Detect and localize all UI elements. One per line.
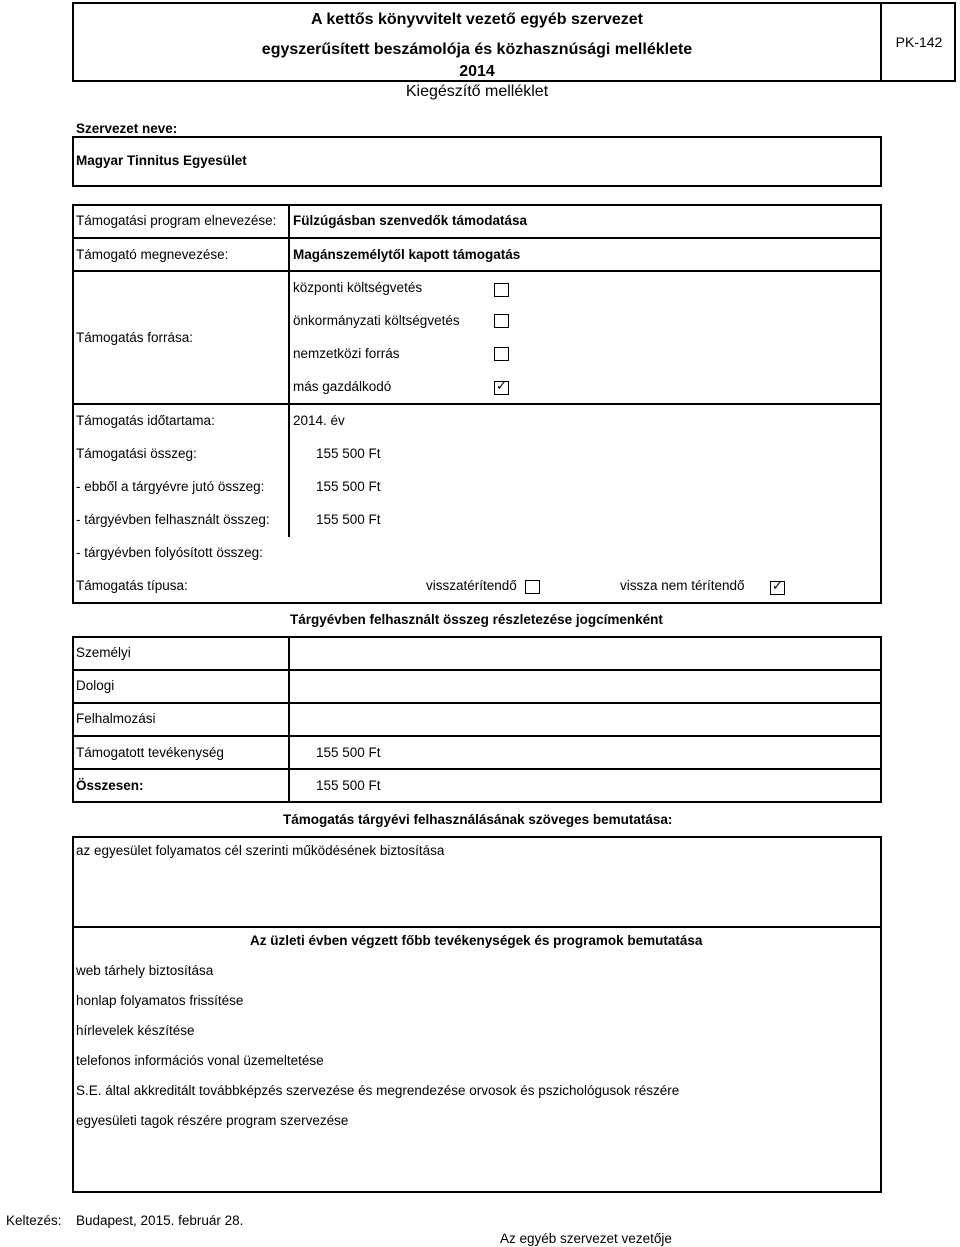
duration-value: 2014. év [293,413,345,428]
date-place-label: Keltezés: [6,1213,62,1228]
paid-amount-label: - tárgyévben folyósított összeg: [76,545,263,560]
support-row-line-1 [72,237,882,239]
activity-item: web tárhely biztosítása [76,963,214,978]
source-option-label: más gazdálkodó [293,379,392,394]
breakdown-row-line [72,735,882,737]
breakdown-row-line [72,702,882,704]
type-nonrefundable-checkbox[interactable] [770,578,785,595]
source-checkbox[interactable] [494,378,509,395]
check-mark-icon: ✓ [496,378,507,393]
breakdown-row-label: Dologi [76,678,115,693]
form-code: PK-142 [895,34,943,50]
header-title-line1: A kettős könyvvitelt vezető egyéb szervezet [311,11,643,28]
supporter-label: Támogató megnevezése: [76,247,229,262]
breakdown-row-label: Felhalmozási [76,711,156,726]
support-col-divider [288,204,290,537]
signature-label: Az egyéb szervezet vezetője [500,1231,672,1246]
header-subtitle: Kiegészítő melléklet [405,83,549,100]
used-amount-value: 155 500 Ft [316,512,381,527]
check-mark-icon: ✓ [772,578,783,593]
used-amount-label: - tárgyévben felhasznált összeg: [76,512,270,527]
activity-item: egyesületi tagok részére program szervezése [76,1113,349,1128]
support-type-label: Támogatás típusa: [76,578,188,593]
activities-title: Az üzleti évben végzett főbb tevékenységek és programok bemutatása [250,933,703,948]
type-nonrefundable-label: vissza nem térítendő [620,578,745,593]
amount-label: Támogatási összeg: [76,446,197,461]
breakdown-row-line [72,669,882,671]
activity-item: hírlevelek készítése [76,1023,195,1038]
breakdown-title: Tárgyévben felhasznált összeg részletezése jogcímenként [290,612,663,627]
activity-item: S.E. által akkreditált továbbképzés szervezése és megrendezése orvosok és pszichológusok részére [76,1083,680,1098]
support-row-line-3 [72,403,882,405]
supporter-value: Magánszemélytől kapott támogatás [293,247,521,262]
source-option-label: önkormányzati költségvetés [293,313,460,328]
source-label: Támogatás forrása: [76,330,194,345]
program-label: Támogatási program elnevezése: [76,213,277,228]
activity-item: honlap folyamatos frissítése [76,993,244,1008]
organization-name-value: Magyar Tinnitus Egyesület [76,153,247,168]
source-option-label: nemzetközi forrás [293,346,400,361]
type-refundable-checkbox[interactable] [525,580,540,594]
year-amount-label: - ebből a tárgyévre jutó összeg: [76,479,265,494]
usage-text-title: Támogatás tárgyévi felhasználásának szöveges bemutatása: [283,812,673,827]
date-place-value: Budapest, 2015. február 28. [76,1213,244,1228]
breakdown-total-value: 155 500 Ft [316,778,381,793]
organization-name-label: Szervezet neve: [76,121,178,136]
type-refundable-label: visszatérítendő [426,578,517,593]
year-amount-value: 155 500 Ft [316,479,381,494]
source-checkbox[interactable] [494,347,509,361]
duration-label: Támogatás időtartama: [76,413,215,428]
header-title-line2: egyszerűsített beszámolója és közhasznúsági melléklete [261,41,693,58]
program-value: Fülzúgásban szenvedők támodatása [293,213,528,228]
source-option-label: központi költségvetés [293,280,423,295]
breakdown-col-divider [288,636,290,803]
source-checkbox[interactable] [494,283,509,297]
breakdown-table [72,636,882,803]
activity-item: telefonos információs vonal üzemeltetése [76,1053,324,1068]
amount-value: 155 500 Ft [316,446,381,461]
usage-text-value: az egyesület folyamatos cél szerinti működésének biztosítása [76,843,445,858]
breakdown-row-label: Személyi [76,645,131,660]
support-row-line-2 [72,270,882,272]
breakdown-row-value: 155 500 Ft [316,745,381,760]
breakdown-total-label: Összesen: [76,778,144,793]
header-year: 2014 [459,63,495,80]
breakdown-row-line [72,768,882,770]
source-checkbox[interactable] [494,314,509,328]
breakdown-row-label: Támogatott tevékenység [76,745,224,760]
